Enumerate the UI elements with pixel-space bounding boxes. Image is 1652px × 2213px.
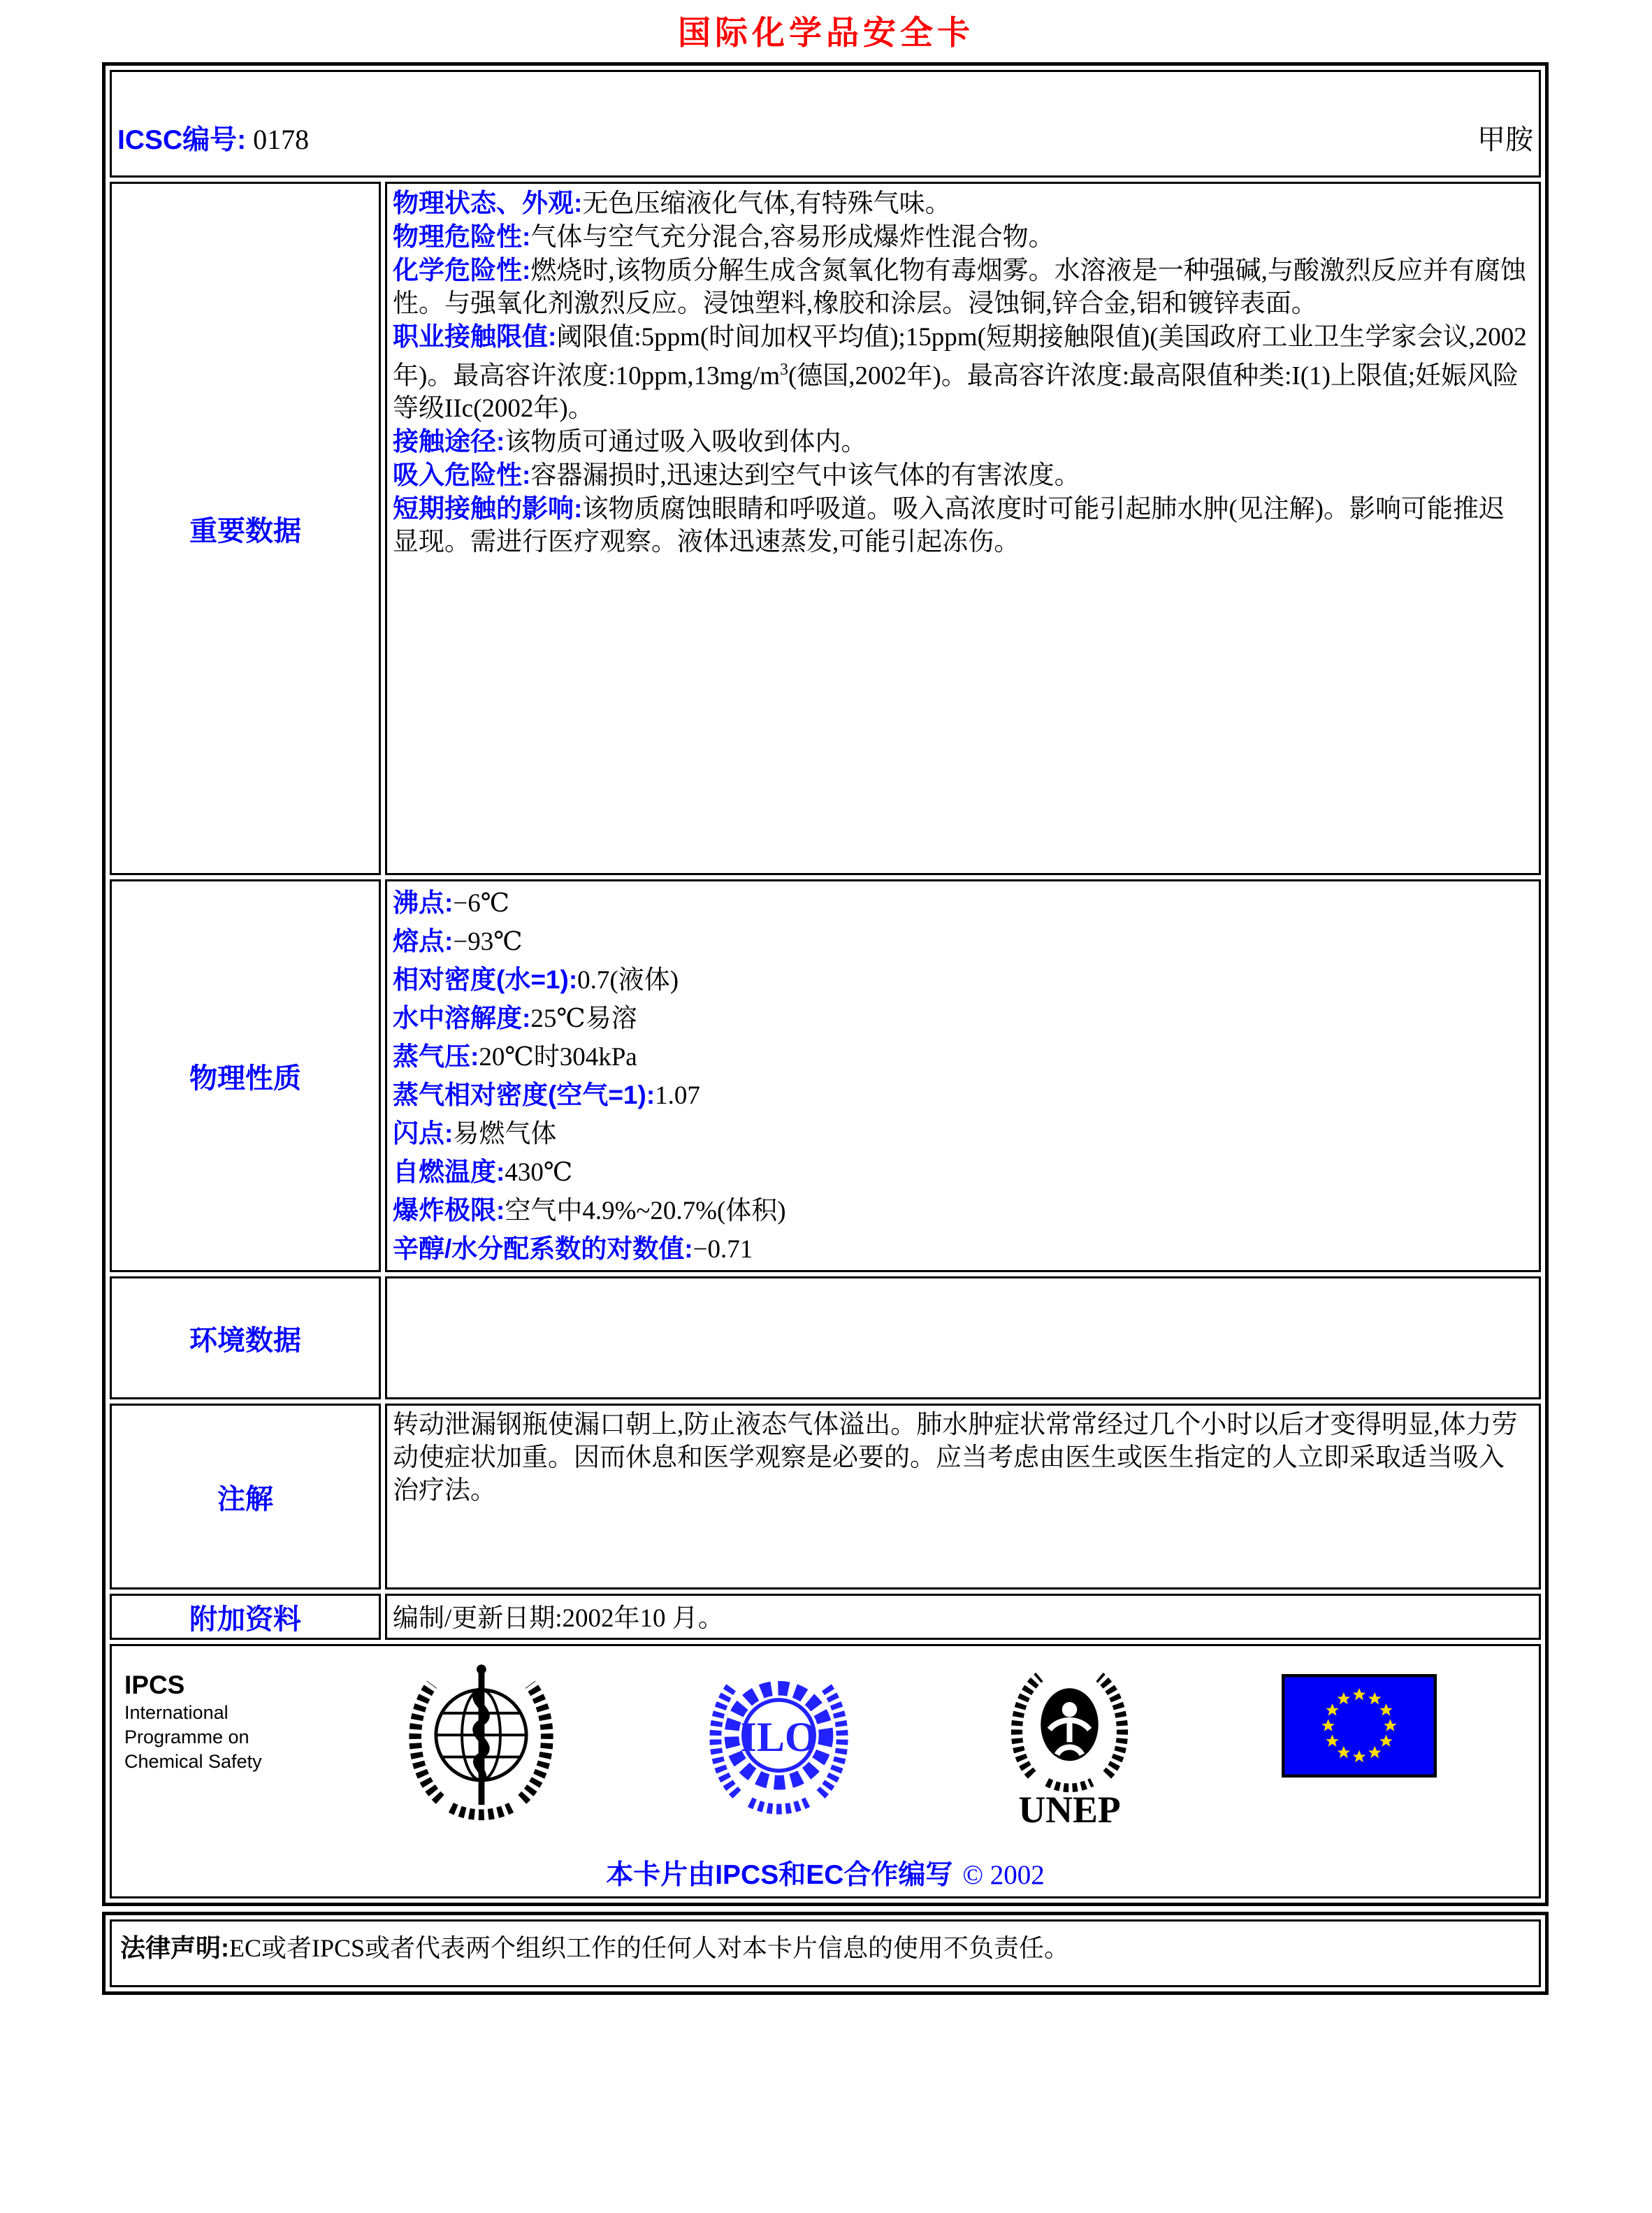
credit-line [124,1853,1526,1892]
important-paragraph: 物理危险性:气体与空气充分混合,容易形成爆炸性混合物。 [393,222,1055,252]
section-label-physical: 物理性质 [110,879,381,1272]
ipcs-block: IPCS International Programme on Chemical Safety [124,1670,324,1774]
phys-property-row: 闪点:易燃气体 [393,1119,557,1148]
header-row [110,70,1541,178]
logo-strip [324,1650,1526,1843]
legal-text: EC或者IPCS或者代表两个组织工作的任何人对本卡片信息的使用不负责任。 [229,1934,1070,1962]
phys-property-row: 蒸气压:20℃时304kPa [393,1042,637,1072]
icsc-card-table [102,62,1549,1906]
credit-text: 本卡片由IPCS和EC合作编写 [606,1860,953,1890]
physical-properties-row [110,879,1541,1272]
copyright-text: © 2002 [962,1860,1045,1890]
notes-content: 转动泄漏钢瓶使漏口朝上,防止液态气体溢出。肺水肿症状常常经过几个小时以后才变得明显,体力劳动使症状加重。因而休息和医学观察是必要的。应当考虑由医生或医生指定的人立即采取适当吸入治疗法。 [385,1404,1541,1590]
important-data-content [385,182,1541,875]
important-paragraph: 化学危险性:燃烧时,该物质分解生成含氮氧化物有毒烟雾。水溶液是一种强碱,与酸激烈反应并有腐蚀性。与强氧化剂激烈反应。浸蚀塑料,橡胶和涂层。浸蚀铜,锌合金,铝和镀锌表面。 [393,256,1526,318]
ilo-logo-icon [700,1655,857,1833]
svg-text:ILO: ILO [740,1714,818,1761]
phys-property-row: 相对密度(水=1):0.7(液体) [393,965,679,995]
icsc-number-value: 0178 [253,124,310,155]
important-paragraph: 吸入危险性:容器漏损时,迅速达到空气中该气体的有害浓度。 [393,461,1080,491]
additional-info-row [110,1594,1541,1640]
environmental-data-row [110,1276,1541,1399]
phys-property-row: 沸点:−6℃ [393,888,510,918]
phys-property-row: 熔点:−93℃ [393,927,523,956]
phys-property-row: 自燃温度:430℃ [393,1158,573,1187]
page-title: 国际化学品安全卡 [678,14,974,51]
legal-label: 法律声明: [120,1933,229,1962]
icsc-number-label: ICSC编号: [117,125,247,155]
environmental-data-content [385,1276,1541,1399]
important-paragraph: 职业接触限值:阈限值:5ppm(时间加权平均值);15ppm(短期接触限值)(美国政府工业卫生学家会议,2002年)。最高容许浓度$:10ppm,13mg/m^3$(德国,2002年)。最高容许浓度:最高限值种类:I(1)上限值;妊娠风险等级IIc(2002年)。 [393,322,1527,424]
icsc-number-group [117,118,309,157]
notes-row [110,1404,1541,1590]
phys-property-row: 辛醇/水分配系数的对数值:−0.71 [393,1234,753,1264]
footer-row [110,1644,1541,1898]
phys-property-row: 水中溶解度:25℃易溶 [393,1004,637,1033]
chemical-name: 甲胺 [1477,124,1533,155]
important-paragraph: 短期接触的影响:该物质腐蚀眼睛和呼吸道。吸入高浓度时可能引起肺水肿(见注解)。影响可能推迟显现。需进行医疗观察。液体迅速蒸发,可能引起冻伤。 [393,494,1505,557]
superscript-3: 3 [779,361,788,379]
who-logo-icon [399,1655,563,1833]
important-paragraph: 物理状态、外观:无色压缩液化气体,有特殊气味。 [393,189,951,218]
ipcs-abbr: IPCS [124,1671,185,1699]
phys-property-row: 蒸气相对密度(空气=1):1.07 [393,1081,700,1110]
phys-property-row: 爆炸极限:空气中4.9%~20.7%(体积) [393,1196,786,1225]
section-label-notes: 注解 [110,1404,381,1590]
legal-table [102,1912,1549,1995]
section-label-important: 重要数据 [110,182,381,875]
physical-properties-content [385,879,1541,1272]
eu-flag-icon [1282,1655,1437,1781]
additional-info-content: 编制/更新日期:2002年10 月。 [385,1594,1541,1640]
unep-logo-icon [994,1655,1145,1843]
section-label-environment: 环境数据 [110,1276,381,1399]
important-paragraph: 接触途径:该物质可通过吸入吸收到体内。 [393,427,867,457]
section-label-additional: 附加资料 [110,1594,381,1640]
legal-row [110,1919,1541,1987]
important-data-row [110,182,1541,875]
svg-text:UNEP: UNEP [1018,1789,1121,1831]
